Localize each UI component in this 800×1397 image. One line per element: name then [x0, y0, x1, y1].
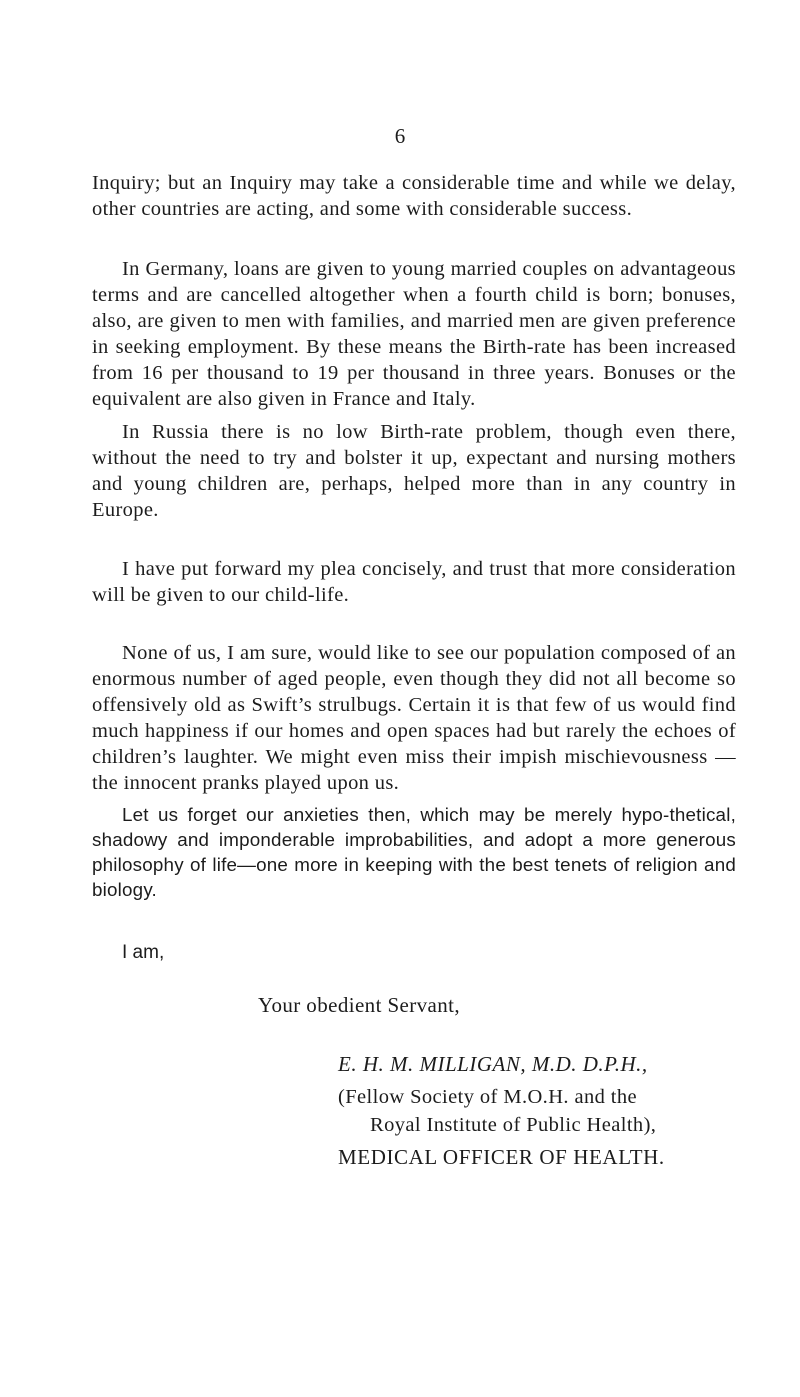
paragraph-plea: I have put forward my plea concisely, and trust that more consideration will be given to our child-life. [92, 558, 736, 606]
paragraph-conclusion: Let us forget our anxieties then, which may be merely hypo-thetical, shadowy and imponderable improbabilities, and adopt a more generous philosophy of life—one more in keeping with the best tenets of religion and biology. [92, 804, 736, 900]
paragraph-population: None of us, I am sure, would like to see our population composed of an enormous number of aged people, even though they did not all become so offensively old as Swift’s strulbugs. Certain it is that few of us would find much happiness if our homes and open spaces had but rarely the echoes of children’s laughter. We might even miss their impish mischievousness —the innocent pranks played upon us. [92, 642, 736, 794]
signature-name: E. H. M. MILLIGAN, M.D. D.P.H., [338, 1052, 648, 1076]
paragraph-russia: In Russia there is no low Birth-rate problem, though even there, without the need to try and bolster it up, expectant and nursing mothers and young children are, perhaps, helped more than in any country in Europe. [92, 421, 736, 521]
paragraph-continuation: Inquiry; but an Inquiry may take a considerable time and while we delay, other countries are acting, and some with considerable success. [92, 172, 736, 220]
credential-line: (Fellow Society of M.O.H. and the [338, 1086, 638, 1108]
closing-line: I am, [122, 942, 165, 963]
page-number: 6 [394, 124, 406, 148]
salutation: Your obedient Servant, [258, 993, 461, 1017]
credential-line: Royal Institute of Public Health), [370, 1114, 657, 1136]
paragraph-germany: In Germany, loans are given to young married couples on advantageous terms and are cancelled altogether when a fourth child is born; bonuses, also, are given to men with families, and married men are given preference in seeking employment. By these means the Birth-rate has been increased from 16 per thousand to 19 per thousand in three years. Bonuses or the equivalent are also given in France and Italy. [92, 258, 736, 410]
office-title: MEDICAL OFFICER OF HEALTH. [338, 1145, 665, 1169]
